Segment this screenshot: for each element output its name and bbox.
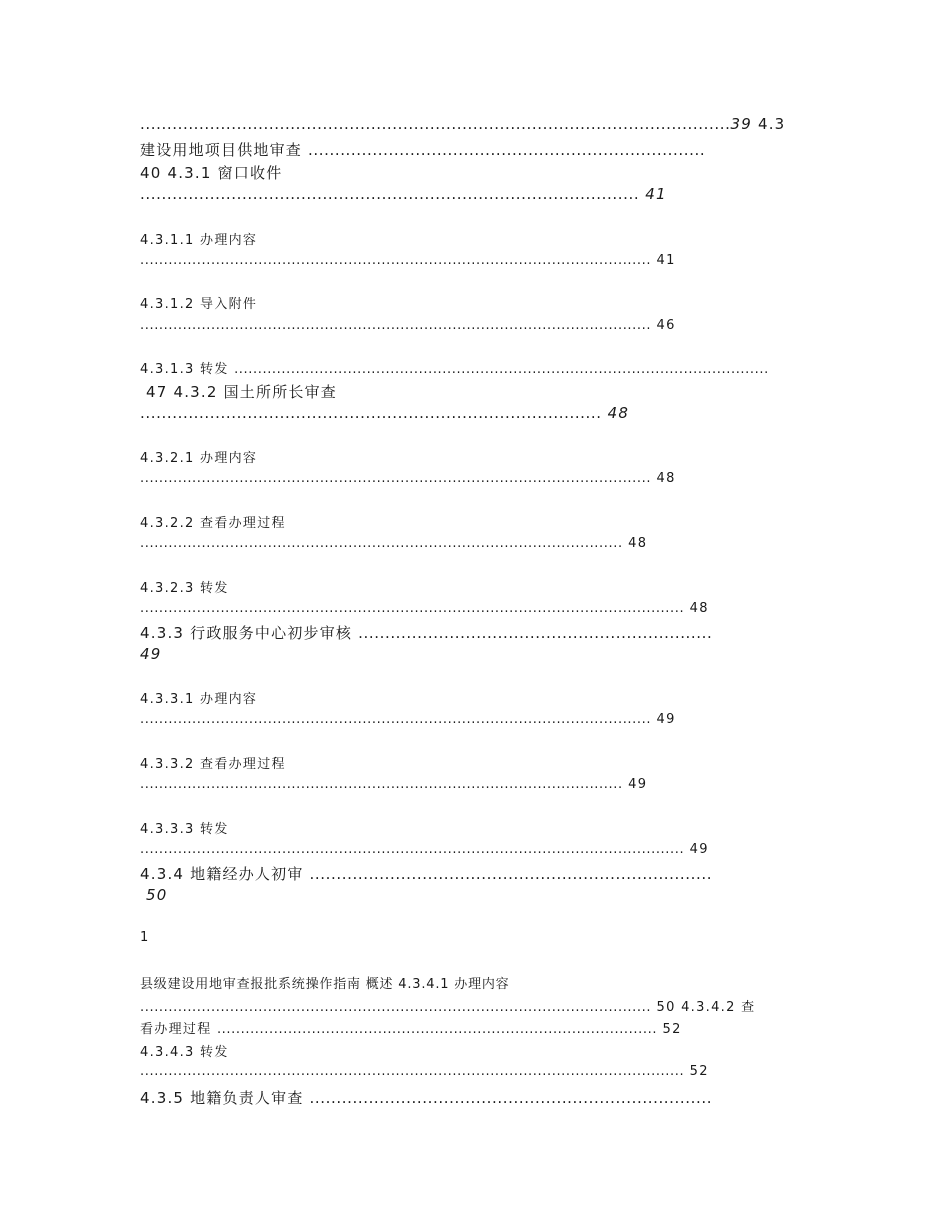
toc-entry-4-3-1-1-page: ............................................................................................................ 41 [140,253,676,268]
page-number: 41 [645,185,667,203]
toc-entry-4-3-3-1-page: ............................................................................................................ 49 [140,712,676,727]
toc-line-cont-39: ..............................................................................................................39 4.3 [140,115,786,133]
running-header: 县级建设用地审查报批系统操作指南 概述 4.3.4.1 办理内容 [140,977,510,992]
toc-entry-4-3-3-2[interactable]: 4.3.3.2 查看办理过程 [140,757,286,772]
page-number: 48 [628,536,648,551]
page-number: 48 [607,404,630,422]
page-number: 49 [689,842,709,857]
toc-entry-4-3-4[interactable]: 4.3.4 地籍经办人初审 ........................................................................... [140,865,713,883]
page-number: 52 [662,1022,682,1037]
page-number: 48 [656,471,676,486]
page-number: 48 [689,601,709,616]
toc-entry-4-3-2[interactable]: 47 4.3.2 国土所所长审查 [146,383,337,401]
toc-entry-4-3-2-3[interactable]: 4.3.2.3 转发 [140,581,229,596]
page-number: 39 [730,115,752,133]
page-number: 46 [656,318,676,333]
toc-entry-4-3-2-3-page: ................................................................................................................... 48 [140,601,709,616]
toc-entry-4-3-3[interactable]: 4.3.3 行政服务中心初步审核 .................................................................. [140,624,713,642]
page-number: 52 [689,1064,709,1079]
toc-entry-4-3-4-3-page: ................................................................................................................... 52 [140,1064,709,1079]
toc-entry-4-3-2-1-page: ............................................................................................................ 48 [140,471,676,486]
toc-entry-4-3-2-2[interactable]: 4.3.2.2 查看办理过程 [140,516,286,531]
page-footer-number: 1 [140,930,150,945]
page-number: 49 [628,777,648,792]
toc-entry-4-3-3-1[interactable]: 4.3.3.1 办理内容 [140,692,258,707]
toc-entry-4-3-3-3[interactable]: 4.3.3.3 转发 [140,822,229,837]
toc-entry-4-3-1-3[interactable]: 4.3.1.3 转发 ................................................................................................................. [140,362,769,377]
toc-entry-4-3-2-2-page: ...................................................................................................... 48 [140,536,648,551]
page-number: 41 [656,253,676,268]
toc-entry-4-3-3-2-page: ...................................................................................................... 49 [140,777,648,792]
toc-entry-4-3-1-page: ............................................................................................. 41 [140,185,667,203]
toc-entry-4-3-4-2-cont: 看办理过程 ............................................................................................. 52 [140,1022,682,1037]
toc-entry-4-3-1-2[interactable]: 4.3.1.2 导入附件 [140,297,258,312]
toc-entry-4-3-4-page [146,886,168,904]
toc-entry-4-3-4-2[interactable]: ............................................................................................................ 50 4.3.4.2 查 [140,1000,756,1015]
toc-entry-4-3-1[interactable]: 40 4.3.1 窗口收件 [140,164,283,182]
toc-entry-4-3-5[interactable]: 4.3.5 地籍负责人审查 ........................................................................... [140,1089,713,1107]
toc-entry-4-3-1-1[interactable]: 4.3.1.1 办理内容 [140,233,258,248]
toc-entry-4-3-1-2-page: ............................................................................................................ 46 [140,318,676,333]
toc-entry-4-3-3-page [140,645,162,663]
toc-entry-4-3-2-1[interactable]: 4.3.2.1 办理内容 [140,451,258,466]
toc-entry-4-3-3-3-page: ................................................................................................................... 49 [140,842,709,857]
toc-entry-4-3[interactable]: 建设用地项目供地审查 .......................................................................... [140,141,706,159]
page-number: 50 [146,886,168,904]
page-number: 49 [656,712,676,727]
toc-entry-4-3-4-3[interactable]: 4.3.4.3 转发 [140,1045,229,1060]
page-number: 49 [140,645,162,663]
toc-entry-4-3-2-page: ...................................................................................... 48 [140,404,630,422]
